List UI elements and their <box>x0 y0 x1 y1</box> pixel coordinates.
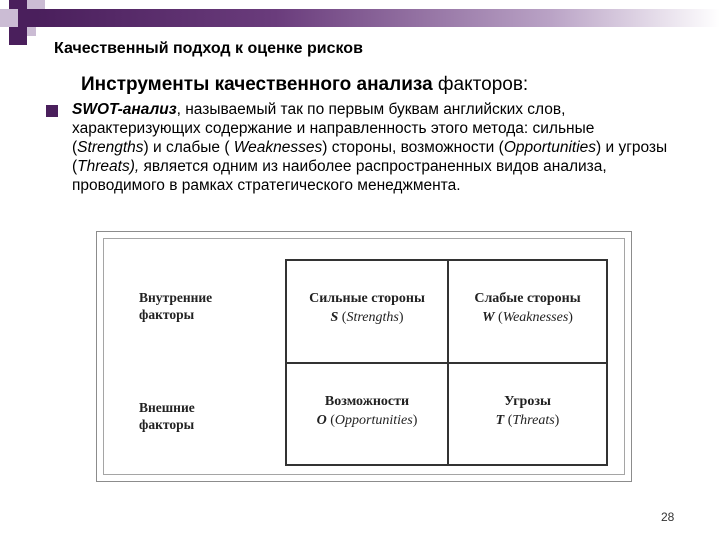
cell-term: Weaknesses <box>502 310 569 325</box>
row-label-line: факторы <box>139 307 195 322</box>
bullet-part: ) стороны, возможности ( <box>322 139 504 156</box>
bullet-part: , называемый так по первым буквам английских слов, характеризующих содержание и направленность этого метода: сильные ( <box>72 101 595 156</box>
cell-term: Opportunities <box>334 413 413 428</box>
bullet-part: ) и слабые ( <box>143 139 234 156</box>
row-label-line: Внутренние <box>139 290 213 305</box>
subtitle-bold: Инструменты качественного анализа <box>81 74 433 95</box>
bullet-part: Strengths <box>77 139 144 156</box>
decor-square <box>27 0 45 9</box>
bullet-part: SWOT-анализ <box>72 101 177 118</box>
bullet-part: Opportunities <box>503 139 597 156</box>
cell-letter: T <box>495 413 505 428</box>
cell-strengths <box>287 289 447 327</box>
decor-square <box>9 0 27 9</box>
cell-paren: ) <box>568 310 573 325</box>
cell-subtitle <box>449 308 606 327</box>
cell-title: Возможности <box>324 394 410 409</box>
cell-letter: W <box>482 310 495 325</box>
row-label-external <box>139 399 195 433</box>
swot-grid <box>285 259 608 466</box>
bullet-part: ) и угрозы ( <box>72 139 668 175</box>
bullet-square-icon <box>46 105 58 117</box>
cell-subtitle <box>287 308 447 327</box>
bullet-paragraph <box>72 100 672 195</box>
subtitle-rest: факторов: <box>432 74 529 95</box>
cell-letter: O <box>316 413 327 428</box>
cell-paren: ( <box>338 310 347 325</box>
cell-weaknesses <box>449 289 606 327</box>
decor-square <box>0 0 9 9</box>
cell-title: Угрозы <box>504 394 551 409</box>
cell-term: Strengths <box>346 310 399 325</box>
row-label-internal <box>139 289 212 323</box>
section-subtitle <box>81 74 528 96</box>
row-label-line: факторы <box>139 417 195 432</box>
cell-paren: ( <box>504 413 513 428</box>
cell-paren: ) <box>398 310 404 325</box>
cell-subtitle <box>287 411 447 430</box>
cell-title: Сильные стороны <box>309 291 425 306</box>
page-number: 28 <box>661 510 675 524</box>
cell-paren: ( <box>494 310 503 325</box>
cell-title: Слабые стороны <box>474 291 581 306</box>
cell-paren: ) <box>554 413 560 428</box>
bullet-part: Threats), <box>77 158 140 175</box>
cell-term: Threats <box>512 413 555 428</box>
cell-paren: ) <box>412 413 418 428</box>
cell-letter: S <box>330 310 339 325</box>
grid-divider-horizontal <box>287 362 606 364</box>
cell-opportunities <box>287 392 447 430</box>
slide-title: Качественный подход к оценке рисков <box>54 40 363 57</box>
header-gradient-bar <box>36 9 720 27</box>
swot-figure <box>96 231 632 482</box>
row-label-line: Внешние <box>139 400 195 415</box>
cell-threats <box>449 392 606 430</box>
cell-paren: ( <box>326 413 335 428</box>
decor-square <box>27 27 36 36</box>
decor-square <box>18 9 36 27</box>
cell-subtitle <box>449 411 606 430</box>
bullet-part: является одним из наиболее распространенных видов анализа, проводимого в рамках стратегического менеджмента. <box>72 158 607 194</box>
bullet-part: Weaknesses <box>233 139 323 156</box>
decor-square <box>9 27 27 45</box>
decor-square <box>0 9 18 27</box>
